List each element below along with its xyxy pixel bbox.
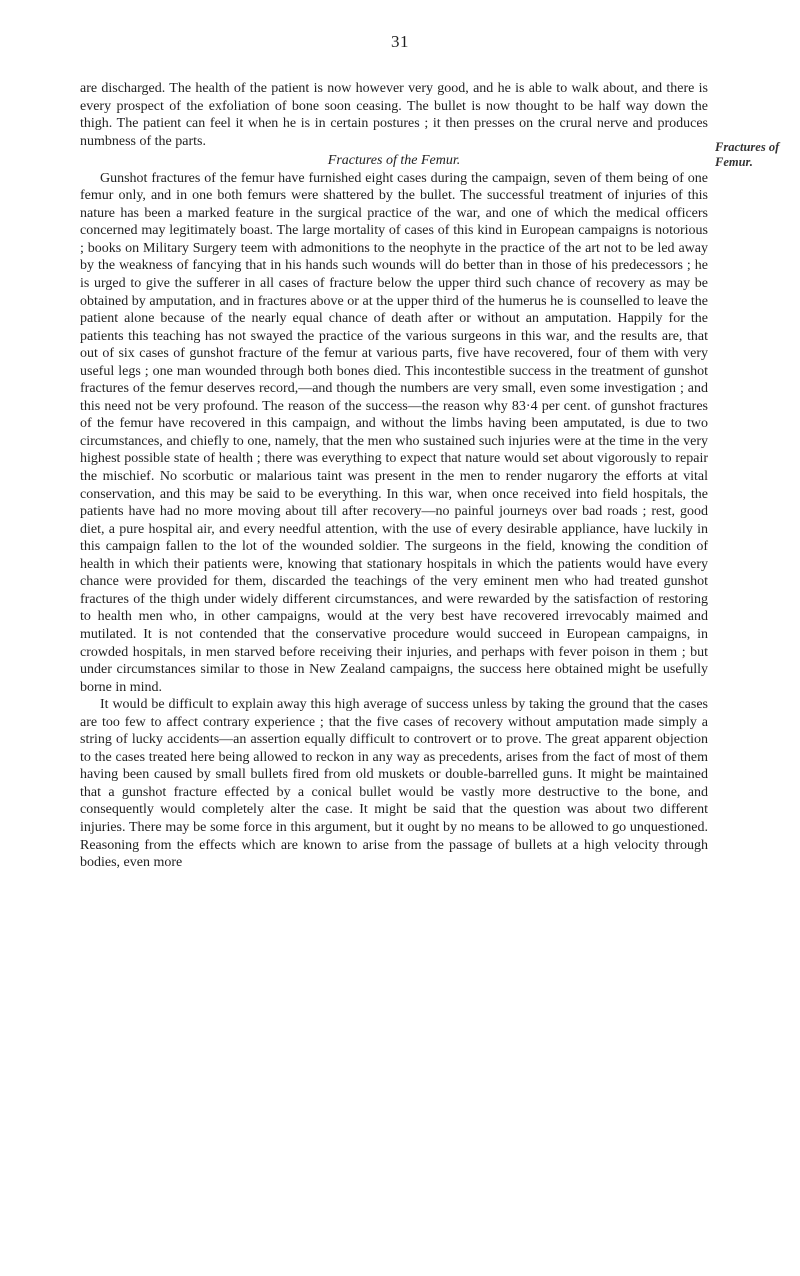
paragraph-femur-fractures: Gunshot fractures of the femur have furnished eight cases during the campaign, seven of them being of one femur only, and in one both femurs were shattered by the bullet. The successful treatment of injuries of this nature has been a marked feature in the surgical practice of the war, and one of which the medical officers concerned may legitimately boast. The large mortality of cases of this kind in European campaigns is notorious ; books on Military Surgery teem with admonitions to the neophyte in the practice of the art not to be led away by the weakness of fancying that in his hands such wounds will do better than in those of his predecessors ; he is urged to give the sufferer in all cases of fracture below the upper third such chance of recovery as may be obtained by amputation, and in fractures above or at the upper third of the humerus he is counselled to leave the patient alone because of the nearly equal chance of death after or without an amputation. Happily for the patients this teaching has not swayed the practice of the various surgeons in this war, and the results are, that out of six cases of gunshot fracture of the femur at various parts, five have recovered, four of them with very useful legs ; one man wounded through both bones died. This incontestible success in the treatment of gunshot fractures of the femur deserves record,—and though the numbers are very small, even some investigation ; and this need not be very profound. The reason of the success—the reason why 83·4 per cent. of gunshot fractures of the femur have recovered in this campaign, and without the limbs having been amputated, is due to two circumstances, and chiefly to one, namely, that the men who sustained such injuries were at the time in the very highest possible state of health ; there was everything to expect that nature would set about vigorously to repair the mischief. No scorbutic or malarious taint was present in the men to render nugarory the efforts at vital conservation, and this may be said to be everything. In this war, when once received into field hospitals, the patients have had no more moving about till after recovery—no painful journeys over bad roads ; rest, good diet, a pure hospital air, and every needful attention, with the use of every desirable appliance, have luckily in this campaign fallen to the lot of the wounded soldier. The surgeons in the field, knowing the condition of health in which their patients were, knowing that stationary hospitals in which the patients would have every chance were provided for them, discarded the teachings of the very eminent men who had treated gunshot fractures of the thigh under widely different circumstances, and were rewarded by the satisfaction of restoring to health men who, in other campaigns, would at the very best have recovered irrevocably maimed and mutilated. It is not contended that the conservative procedure would succeed in European campaigns, in crowded hospitals, in men starved before receiving their injuries, and perhaps with fever poison in them ; but under circumstances similar to those in New Zealand campaigns, the success here obtained might be usefully borne in mind. <box>80 170 708 695</box>
section-heading: Fractures of the Femur. <box>327 153 461 169</box>
margin-note: Fractures of Femur. <box>715 140 780 169</box>
page-number: 31 <box>391 32 409 51</box>
paragraph-continued: are discharged. The health of the patient is now however very good, and he is able to walk about, and there is every prospect of the exfoliation of bone soon ceasing. The bullet is now thought to be half way down the thigh. The patient can feel it when he is in certain postures ; it then presses on the crural nerve and produces numbness of the parts. <box>80 81 708 149</box>
body-text <box>80 80 708 872</box>
paragraph-explanation: It would be difficult to explain away this high average of success unless by taking the ground that the cases are too few to affect contrary experience ; that the five cases of recovery without amputation made simply a string of lucky accidents—an assertion equally difficult to controvert or to prove. The great apparent objection to the cases treated here being allowed to reckon in any way as precedents, arises from the fact of most of them having been caused by small bullets fired from old muskets or double-barrelled guns. It might be maintained that a gunshot fracture effected by a conical bullet would be vastly more destructive to the bone, and consequently would completely alter the case. It might be said that the question was about two different injuries. There may be some force in this argument, but it ought by no means to be allowed to go unquestioned. Reasoning from the effects which are known to arise from the passage of bullets at a high velocity through bodies, even more <box>80 697 708 871</box>
